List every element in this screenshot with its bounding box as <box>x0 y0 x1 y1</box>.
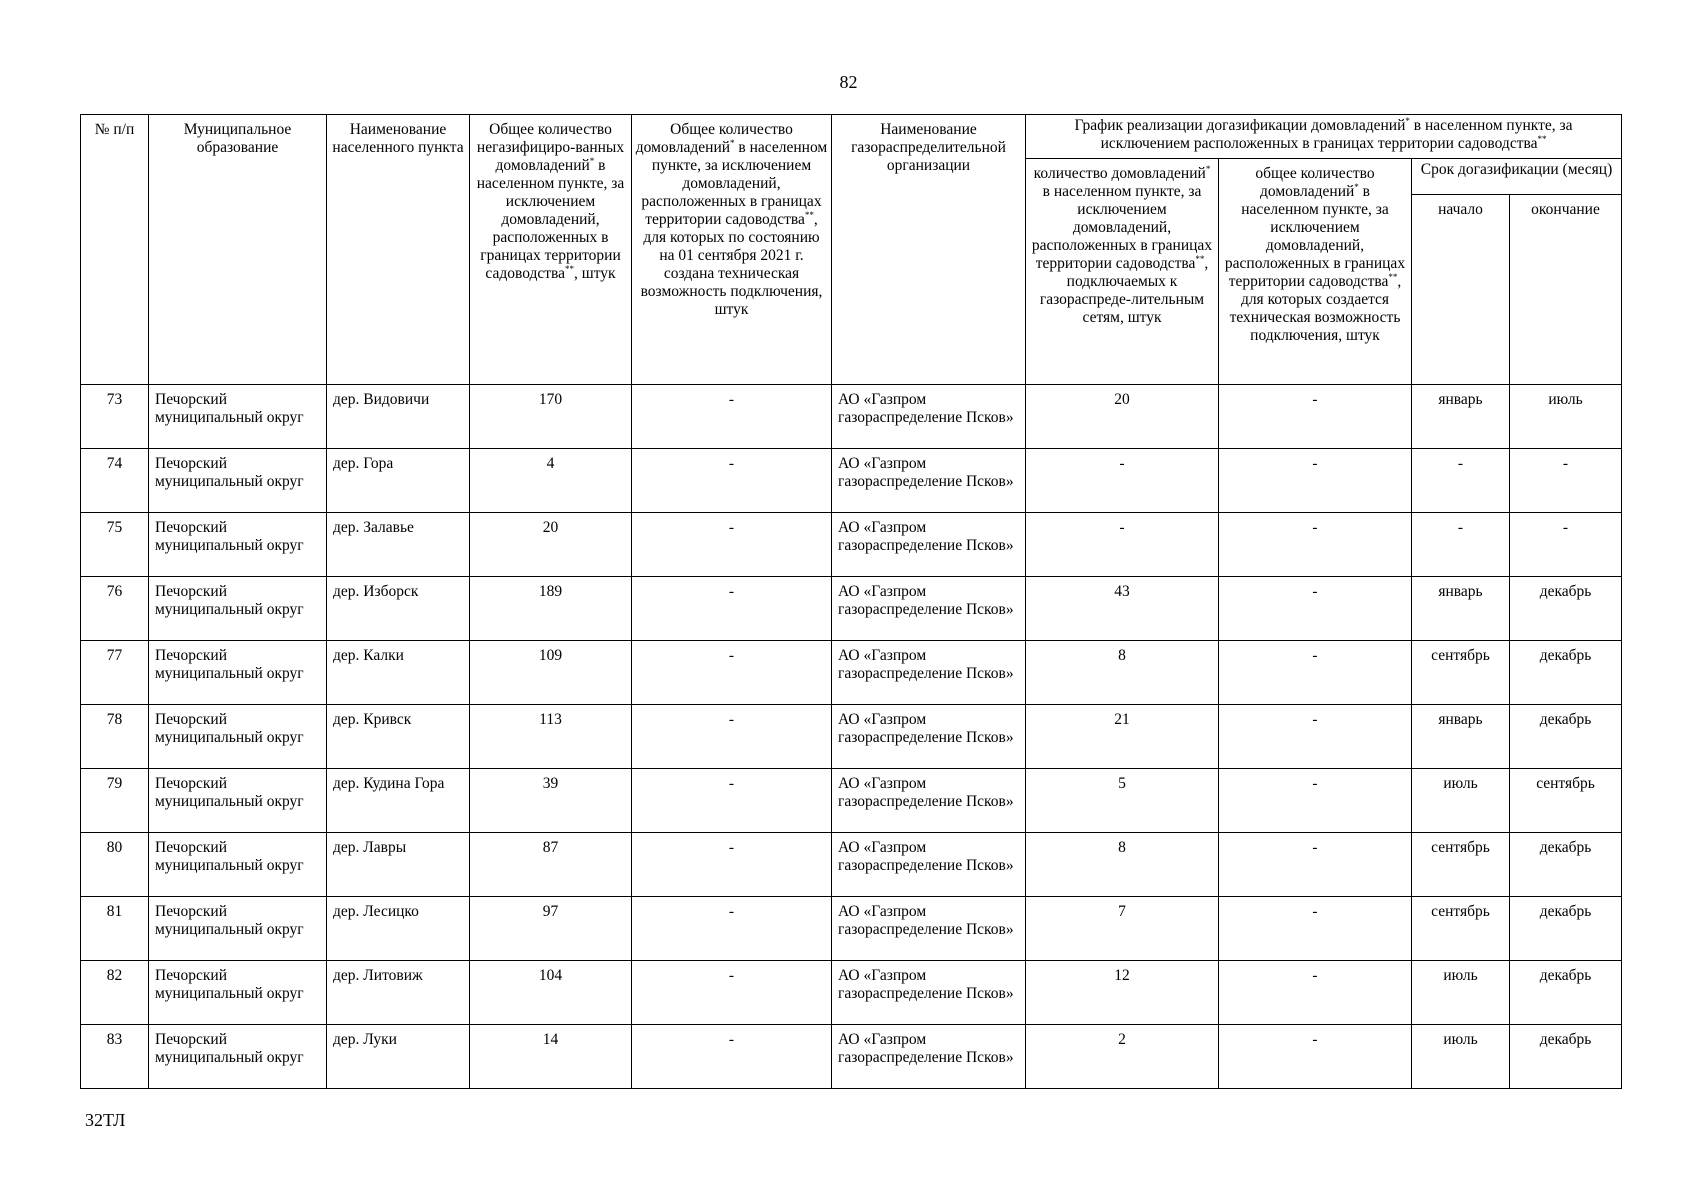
cell-start: январь <box>1412 705 1510 769</box>
cell-connected: - <box>1026 513 1219 577</box>
cell-settlement: дер. Видовичи <box>327 385 470 449</box>
cell-created: - <box>1219 705 1412 769</box>
cell-end: - <box>1510 513 1622 577</box>
header-connected: количество домовладений* в населенном пункте, за исключением домовладений, расположенных в границах территории садоводства**, подключаемых к газораспреде-лительным сетям, штук <box>1026 159 1219 385</box>
cell-settlement: дер. Изборск <box>327 577 470 641</box>
cell-municipality: Печорский муниципальный округ <box>149 961 327 1025</box>
table-row <box>81 1025 1622 1089</box>
header-municipality: Муниципальное образование <box>149 115 327 385</box>
cell-municipality: Печорский муниципальный округ <box>149 705 327 769</box>
table-row <box>81 577 1622 641</box>
cell-created: - <box>1219 1025 1412 1089</box>
cell-org: АО «Газпром газораспределение Псков» <box>832 769 1026 833</box>
cell-settlement: дер. Кривск <box>327 705 470 769</box>
cell-total: 109 <box>470 641 632 705</box>
cell-tech: - <box>632 449 832 513</box>
header-start: начало <box>1412 195 1510 385</box>
cell-total: 170 <box>470 385 632 449</box>
table-body <box>81 385 1622 1089</box>
cell-settlement: дер. Лавры <box>327 833 470 897</box>
cell-tech: - <box>632 385 832 449</box>
cell-org: АО «Газпром газораспределение Псков» <box>832 833 1026 897</box>
cell-created: - <box>1219 513 1412 577</box>
cell-total: 14 <box>470 1025 632 1089</box>
table-row <box>81 641 1622 705</box>
table-row <box>81 961 1622 1025</box>
cell-connected: 7 <box>1026 897 1219 961</box>
table-header <box>81 115 1622 385</box>
cell-end: сентябрь <box>1510 769 1622 833</box>
cell-connected: 8 <box>1026 833 1219 897</box>
cell-num: 76 <box>81 577 149 641</box>
header-end: окончание <box>1510 195 1622 385</box>
cell-total: 4 <box>470 449 632 513</box>
cell-start: сентябрь <box>1412 897 1510 961</box>
table-row <box>81 769 1622 833</box>
cell-num: 78 <box>81 705 149 769</box>
cell-org: АО «Газпром газораспределение Псков» <box>832 705 1026 769</box>
cell-total: 104 <box>470 961 632 1025</box>
header-schedule: График реализации догазификации домовладений* в населенном пункте, за исключением расположенных в границах территории садоводства** <box>1026 115 1622 159</box>
cell-end: - <box>1510 449 1622 513</box>
cell-start: июль <box>1412 769 1510 833</box>
cell-start: январь <box>1412 385 1510 449</box>
cell-tech: - <box>632 1025 832 1089</box>
cell-tech: - <box>632 897 832 961</box>
cell-created: - <box>1219 961 1412 1025</box>
header-total-tech: Общее количество домовладений* в населенном пункте, за исключением домовладений, расположенных в границах территории садоводства**, для которых по состоянию на 01 сентября 2021 г. создана техническая возможность подключения, штук <box>632 115 832 385</box>
cell-connected: 8 <box>1026 641 1219 705</box>
cell-num: 80 <box>81 833 149 897</box>
cell-settlement: дер. Залавье <box>327 513 470 577</box>
cell-end: декабрь <box>1510 833 1622 897</box>
cell-connected: 20 <box>1026 385 1219 449</box>
header-gas-org: Наименование газораспределительной организации <box>832 115 1026 385</box>
cell-total: 113 <box>470 705 632 769</box>
cell-tech: - <box>632 961 832 1025</box>
cell-end: декабрь <box>1510 577 1622 641</box>
cell-municipality: Печорский муниципальный округ <box>149 385 327 449</box>
cell-end: декабрь <box>1510 641 1622 705</box>
cell-connected: 43 <box>1026 577 1219 641</box>
cell-start: - <box>1412 449 1510 513</box>
cell-settlement: дер. Гора <box>327 449 470 513</box>
cell-start: сентябрь <box>1412 641 1510 705</box>
cell-connected: 2 <box>1026 1025 1219 1089</box>
cell-created: - <box>1219 769 1412 833</box>
cell-created: - <box>1219 897 1412 961</box>
cell-tech: - <box>632 513 832 577</box>
cell-tech: - <box>632 833 832 897</box>
cell-tech: - <box>632 705 832 769</box>
cell-num: 73 <box>81 385 149 449</box>
cell-org: АО «Газпром газораспределение Псков» <box>832 577 1026 641</box>
cell-end: декабрь <box>1510 961 1622 1025</box>
cell-end: декабрь <box>1510 1025 1622 1089</box>
cell-connected: 5 <box>1026 769 1219 833</box>
header-settlement: Наименование населенного пункта <box>327 115 470 385</box>
cell-end: июль <box>1510 385 1622 449</box>
cell-tech: - <box>632 769 832 833</box>
cell-start: июль <box>1412 961 1510 1025</box>
cell-end: декабрь <box>1510 705 1622 769</box>
cell-total: 20 <box>470 513 632 577</box>
cell-total: 189 <box>470 577 632 641</box>
cell-org: АО «Газпром газораспределение Псков» <box>832 385 1026 449</box>
cell-num: 77 <box>81 641 149 705</box>
cell-org: АО «Газпром газораспределение Псков» <box>832 513 1026 577</box>
cell-org: АО «Газпром газораспределение Псков» <box>832 641 1026 705</box>
cell-municipality: Печорский муниципальный округ <box>149 513 327 577</box>
cell-settlement: дер. Литовиж <box>327 961 470 1025</box>
table-row <box>81 833 1622 897</box>
cell-start: июль <box>1412 1025 1510 1089</box>
cell-municipality: Печорский муниципальный округ <box>149 897 327 961</box>
cell-connected: 21 <box>1026 705 1219 769</box>
cell-total: 39 <box>470 769 632 833</box>
cell-municipality: Печорский муниципальный округ <box>149 641 327 705</box>
header-term: Срок догазификации (месяц) <box>1412 159 1622 195</box>
cell-num: 82 <box>81 961 149 1025</box>
cell-settlement: дер. Луки <box>327 1025 470 1089</box>
cell-created: - <box>1219 833 1412 897</box>
cell-municipality: Печорский муниципальный округ <box>149 449 327 513</box>
cell-num: 83 <box>81 1025 149 1089</box>
header-created: общее количество домовладений* в населенном пункте, за исключением домовладений, расположенных в границах территории садоводства**, для которых создается техническая возможность подключения, штук <box>1219 159 1412 385</box>
cell-created: - <box>1219 449 1412 513</box>
gasification-table <box>80 114 1622 1089</box>
cell-created: - <box>1219 385 1412 449</box>
cell-municipality: Печорский муниципальный округ <box>149 1025 327 1089</box>
cell-start: - <box>1412 513 1510 577</box>
cell-total: 97 <box>470 897 632 961</box>
cell-org: АО «Газпром газораспределение Псков» <box>832 961 1026 1025</box>
cell-created: - <box>1219 641 1412 705</box>
table-row <box>81 449 1622 513</box>
cell-org: АО «Газпром газораспределение Псков» <box>832 897 1026 961</box>
cell-start: январь <box>1412 577 1510 641</box>
cell-org: АО «Газпром газораспределение Псков» <box>832 1025 1026 1089</box>
cell-municipality: Печорский муниципальный округ <box>149 833 327 897</box>
cell-num: 74 <box>81 449 149 513</box>
cell-municipality: Печорский муниципальный округ <box>149 577 327 641</box>
cell-org: АО «Газпром газораспределение Псков» <box>832 449 1026 513</box>
table-row <box>81 513 1622 577</box>
cell-connected: - <box>1026 449 1219 513</box>
table-row <box>81 385 1622 449</box>
cell-connected: 12 <box>1026 961 1219 1025</box>
footer-code: 32ТЛ <box>85 1110 126 1130</box>
cell-settlement: дер. Лесицко <box>327 897 470 961</box>
cell-num: 79 <box>81 769 149 833</box>
table-row <box>81 897 1622 961</box>
cell-num: 81 <box>81 897 149 961</box>
page-number: 82 <box>839 72 858 92</box>
table-row <box>81 705 1622 769</box>
cell-start: сентябрь <box>1412 833 1510 897</box>
cell-end: декабрь <box>1510 897 1622 961</box>
cell-settlement: дер. Кудина Гора <box>327 769 470 833</box>
cell-settlement: дер. Калки <box>327 641 470 705</box>
cell-num: 75 <box>81 513 149 577</box>
header-total-nongasified: Общее количество негазифициро-ванных домовладений* в населенном пункте, за исключением домовладений, расположенных в границах территории садоводства**, штук <box>470 115 632 385</box>
cell-created: - <box>1219 577 1412 641</box>
cell-tech: - <box>632 577 832 641</box>
cell-municipality: Печорский муниципальный округ <box>149 769 327 833</box>
header-num: № п/п <box>81 115 149 385</box>
cell-tech: - <box>632 641 832 705</box>
cell-total: 87 <box>470 833 632 897</box>
